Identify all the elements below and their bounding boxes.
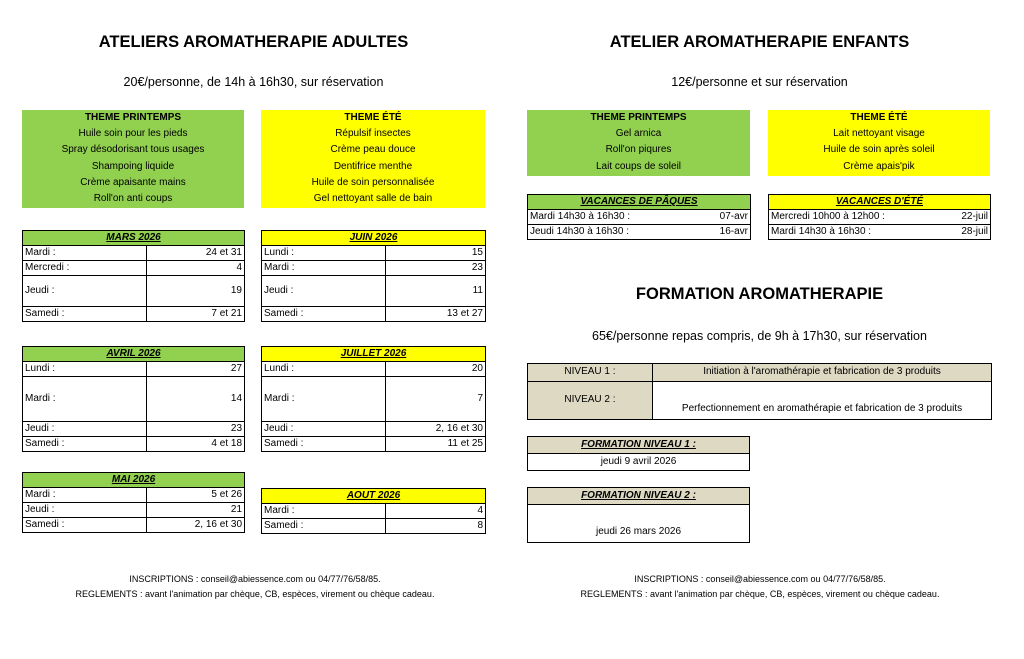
day-dates: 11	[386, 276, 486, 307]
day-dates: 2, 16 et 30	[386, 422, 486, 437]
session-date: 22-juil	[893, 210, 991, 225]
day-dates: 20	[386, 362, 486, 377]
month-title: AVRIL 2026	[23, 347, 245, 362]
theme-item: Spray désodorisant tous usages	[61, 144, 205, 156]
niveau2-desc: Perfectionnement en aromathérapie et fabrication de 3 produits	[681, 403, 963, 414]
calendar-juillet	[261, 346, 486, 452]
kids-theme-summer	[768, 110, 990, 176]
day-dates: 7	[386, 377, 486, 422]
day-label: Lundi :	[262, 362, 386, 377]
day-label: Mardi :	[23, 246, 147, 261]
theme-item: Roll'on anti coups	[93, 193, 173, 205]
theme-item: Huile de soin après soleil	[823, 144, 935, 156]
adults-title: ATELIERS AROMATHERAPIE ADULTES	[98, 33, 409, 51]
day-dates: 15	[386, 246, 486, 261]
theme-item: Crème apais'pik	[843, 160, 915, 172]
vacances-title: VACANCES D'ÉTÉ	[769, 195, 991, 210]
day-dates: 19	[147, 276, 245, 307]
month-title: MARS 2026	[23, 231, 245, 246]
day-dates: 4 et 18	[147, 437, 245, 452]
theme-item: Répulsif insectes	[335, 128, 411, 140]
day-label: Jeudi :	[23, 503, 147, 518]
session-label: Mardi 14h30 à 16h30 :	[769, 225, 893, 240]
theme-item: Shampoing liquide	[91, 160, 175, 172]
day-label: Mardi :	[23, 377, 147, 422]
niveau2-label: NIVEAU 2 :	[564, 394, 616, 405]
footer-reglements: REGLEMENTS : avant l'animation par chèque, CB, espèces, virement ou chèque cadeau.	[75, 589, 435, 599]
day-label: Samedi :	[23, 307, 147, 322]
theme-item: Crème apaisante mains	[80, 176, 186, 188]
day-label: Samedi :	[23, 518, 147, 533]
month-title: JUILLET 2026	[262, 347, 486, 362]
session-label: Jeudi 14h30 à 16h30 :	[528, 225, 651, 240]
theme-item: Lait nettoyant visage	[833, 128, 925, 140]
theme-title: THEME ÉTÉ	[344, 112, 402, 123]
calendar-mai	[22, 472, 245, 533]
day-label: Mercredi :	[23, 261, 147, 276]
day-dates: 5 et 26	[147, 488, 245, 503]
kids-footer	[505, 572, 1015, 602]
month-title: AOUT 2026	[262, 489, 486, 504]
day-label: Mardi :	[23, 488, 147, 503]
formation-date-title: FORMATION NIVEAU 1 :	[528, 437, 749, 454]
calendar-mars	[22, 230, 245, 322]
formation-date-value: jeudi 9 avril 2026	[600, 456, 677, 467]
day-label: Mardi :	[262, 504, 386, 519]
day-label: Lundi :	[262, 246, 386, 261]
day-label: Samedi :	[262, 307, 386, 322]
niveau-divider	[528, 381, 652, 382]
theme-item: Lait coups de soleil	[595, 160, 682, 172]
formation-date-title: FORMATION NIVEAU 2 :	[528, 488, 749, 505]
kids-vacances-paques	[527, 194, 751, 240]
formation-date-value: jeudi 26 mars 2026	[595, 526, 682, 537]
footer-inscriptions: INSCRIPTIONS : conseil@abiessence.com ou 04/77/76/58/85.	[129, 574, 381, 584]
day-label: Samedi :	[262, 437, 386, 452]
kids-subtitle: 12€/personne et sur réservation	[671, 75, 848, 89]
session-label: Mardi 14h30 à 16h30 :	[528, 210, 651, 225]
kids-vacances-ete	[768, 194, 991, 240]
session-date: 07-avr	[651, 210, 751, 225]
footer-reglements: REGLEMENTS : avant l'animation par chèque, CB, espèces, virement ou chèque cadeau.	[580, 589, 940, 599]
formation-niveaux	[527, 363, 992, 420]
theme-title: THEME ÉTÉ	[850, 112, 908, 123]
day-label: Jeudi :	[262, 422, 386, 437]
formation-title: FORMATION AROMATHERAPIE	[635, 285, 884, 303]
day-dates: 27	[147, 362, 245, 377]
niveau1-desc: Initiation à l'aromathérapie et fabrication de 3 produits	[703, 366, 941, 377]
day-dates: 13 et 27	[386, 307, 486, 322]
theme-title: THEME PRINTEMPS	[84, 112, 182, 123]
adults-theme-spring	[22, 110, 244, 208]
day-dates: 4	[386, 504, 486, 519]
formation-niveau2-date	[527, 487, 750, 543]
day-dates: 21	[147, 503, 245, 518]
theme-item: Huile soin pour les pieds	[78, 128, 188, 140]
day-label: Mardi :	[262, 377, 386, 422]
month-title: MAI 2026	[23, 473, 245, 488]
day-label: Jeudi :	[23, 276, 147, 307]
theme-item: Dentifrice menthe	[333, 160, 413, 172]
vacances-title: VACANCES DE PÂQUES	[528, 195, 751, 210]
day-dates: 23	[386, 261, 486, 276]
kids-theme-spring	[527, 110, 750, 176]
calendar-aout	[261, 488, 486, 534]
day-label: Jeudi :	[23, 422, 147, 437]
day-dates: 4	[147, 261, 245, 276]
day-dates: 23	[147, 422, 245, 437]
day-label: Jeudi :	[262, 276, 386, 307]
day-dates: 24 et 31	[147, 246, 245, 261]
theme-item: Huile de soin personnalisée	[311, 176, 435, 188]
theme-item: Roll'on piqures	[605, 144, 672, 156]
session-date: 28-juil	[893, 225, 991, 240]
theme-item: Gel arnica	[615, 128, 662, 140]
day-dates: 11 et 25	[386, 437, 486, 452]
formation-subtitle: 65€/personne repas compris, de 9h à 17h30, sur réservation	[592, 329, 927, 343]
day-label: Lundi :	[23, 362, 147, 377]
day-label: Mardi :	[262, 261, 386, 276]
footer-inscriptions: INSCRIPTIONS : conseil@abiessence.com ou 04/77/76/58/85.	[634, 574, 886, 584]
adults-subtitle: 20€/personne, de 14h à 16h30, sur réservation	[123, 75, 384, 89]
day-label: Samedi :	[262, 519, 386, 534]
calendar-avril	[22, 346, 245, 452]
formation-niveau1-date	[527, 436, 750, 471]
theme-item: Crème peau douce	[330, 144, 416, 156]
day-label: Samedi :	[23, 437, 147, 452]
day-dates: 2, 16 et 30	[147, 518, 245, 533]
kids-title: ATELIER AROMATHERAPIE ENFANTS	[609, 33, 910, 51]
adults-footer	[10, 572, 500, 602]
theme-item: Gel nettoyant salle de bain	[313, 193, 433, 205]
day-dates: 7 et 21	[147, 307, 245, 322]
month-title: JUIN 2026	[262, 231, 486, 246]
day-dates: 14	[147, 377, 245, 422]
theme-title: THEME PRINTEMPS	[590, 112, 687, 123]
calendar-juin	[261, 230, 486, 322]
day-dates: 8	[386, 519, 486, 534]
niveau1-label: NIVEAU 1 :	[564, 366, 616, 377]
session-date: 16-avr	[651, 225, 751, 240]
session-label: Mercredi 10h00 à 12h00 :	[769, 210, 893, 225]
adults-theme-summer	[261, 110, 485, 208]
